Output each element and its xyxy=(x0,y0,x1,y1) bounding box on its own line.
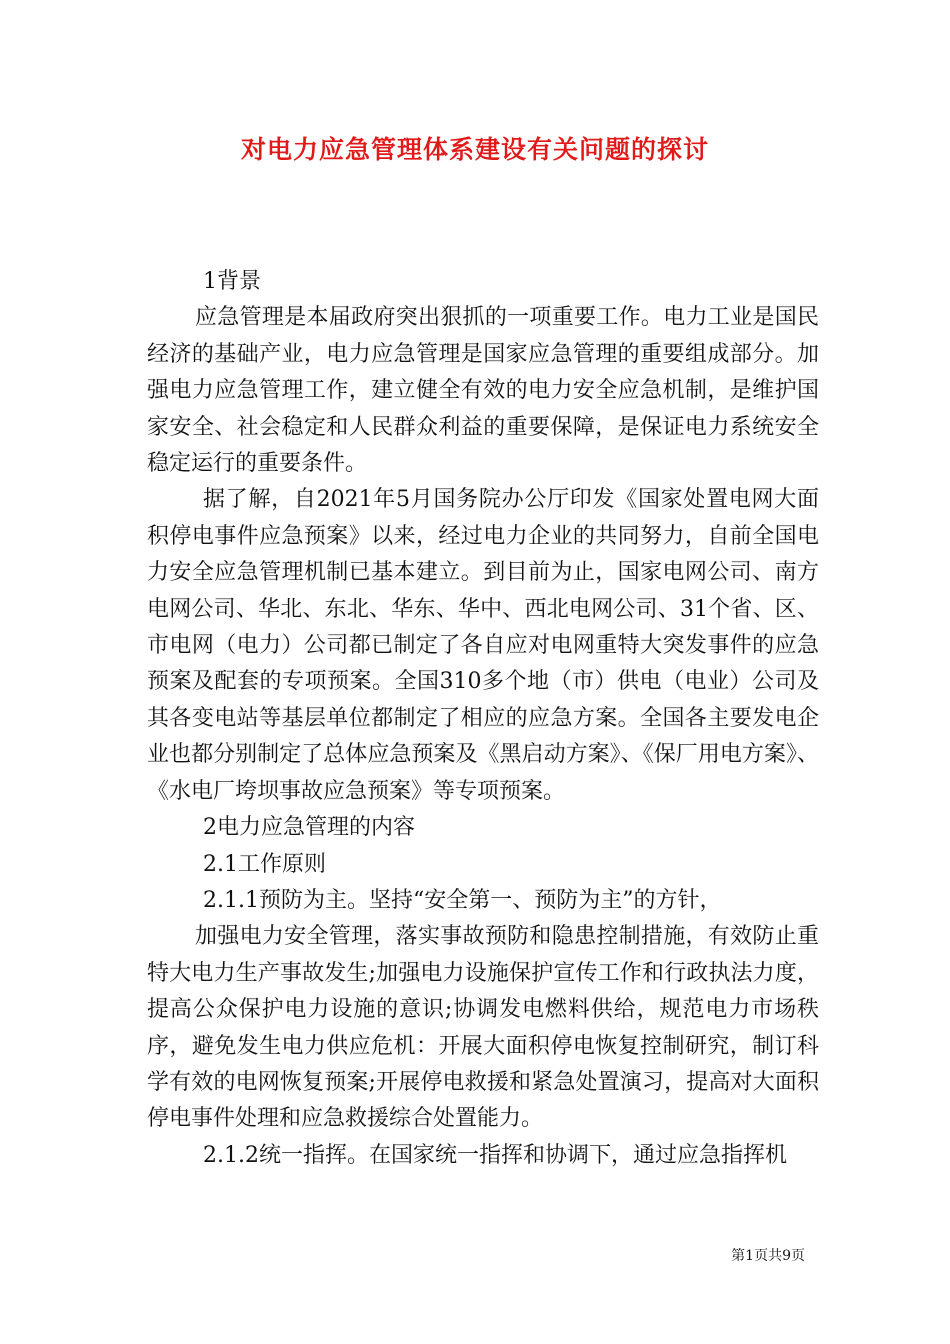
paragraph: 应急管理是本届政府突出狠抓的一项重要工作。电力工业是国民经济的基础产业，电力应急管理是国家应急管理的重要组成部分。加强电力应急管理工作，建立健全有效的电力安全应急机制，是维护国家安全、社会稳定和人民群众利益的重要保障，是保证电力系统安全稳定运行的重要条件。 xyxy=(147,305,819,477)
paragraph: 2.1.2统一指挥。在国家统一指挥和协调下，通过应急指挥机 xyxy=(203,1142,787,1168)
section-heading: 2电力应急管理的内容 xyxy=(203,815,415,841)
paragraph: 2.1.1预防为主。坚持“安全第一、预防为主”的方针， xyxy=(203,887,722,913)
document-body xyxy=(147,264,819,1174)
page-number: 第1页共9页 xyxy=(731,1248,805,1264)
subsection-heading: 2.1工作原则 xyxy=(203,851,326,877)
paragraph: 据了解，自2021年5月国务院办公厅印发《国家处置电网大面积停电事件应急预案》以来，经过电力企业的共同努力，自前全国电力安全应急管理机制已基本建立。到目前为止，国家电网公司、南方电网公司、华北、东北、华东、华中、西北电网公司、31个省、区、市电网（电力）公司都已制定了各自应对电网重特大突发事件的应急预案及配套的专项预案。全国310多个地（市）供电（电业）公司及其各变电站等基层单位都制定了相应的应急方案。全国各主要发电企业也都分别制定了总体应急预案及《黑启动方案》、《保厂用电方案》、《水电厂垮坝事故应急预案》等专项预案。 xyxy=(147,487,819,804)
section-heading: 1背景 xyxy=(203,269,261,294)
document-title: 对电力应急管理体系建设有关问题的探讨 xyxy=(240,135,709,164)
paragraph: 加强电力安全管理，落实事故预防和隐患控制措施，有效防止重特大电力生产事故发生;加强电力设施保护宣传工作和行政执法力度，提高公众保护电力设施的意识;协调发电燃料供给，规范电力市场秩序，避免发生电力供应危机：开展大面积停电恢复控制研究，制订科学有效的电网恢复预案;开展停电救援和紧急处置演习，提高对大面积停电事件处理和应急救援综合处置能力。 xyxy=(147,924,819,1132)
